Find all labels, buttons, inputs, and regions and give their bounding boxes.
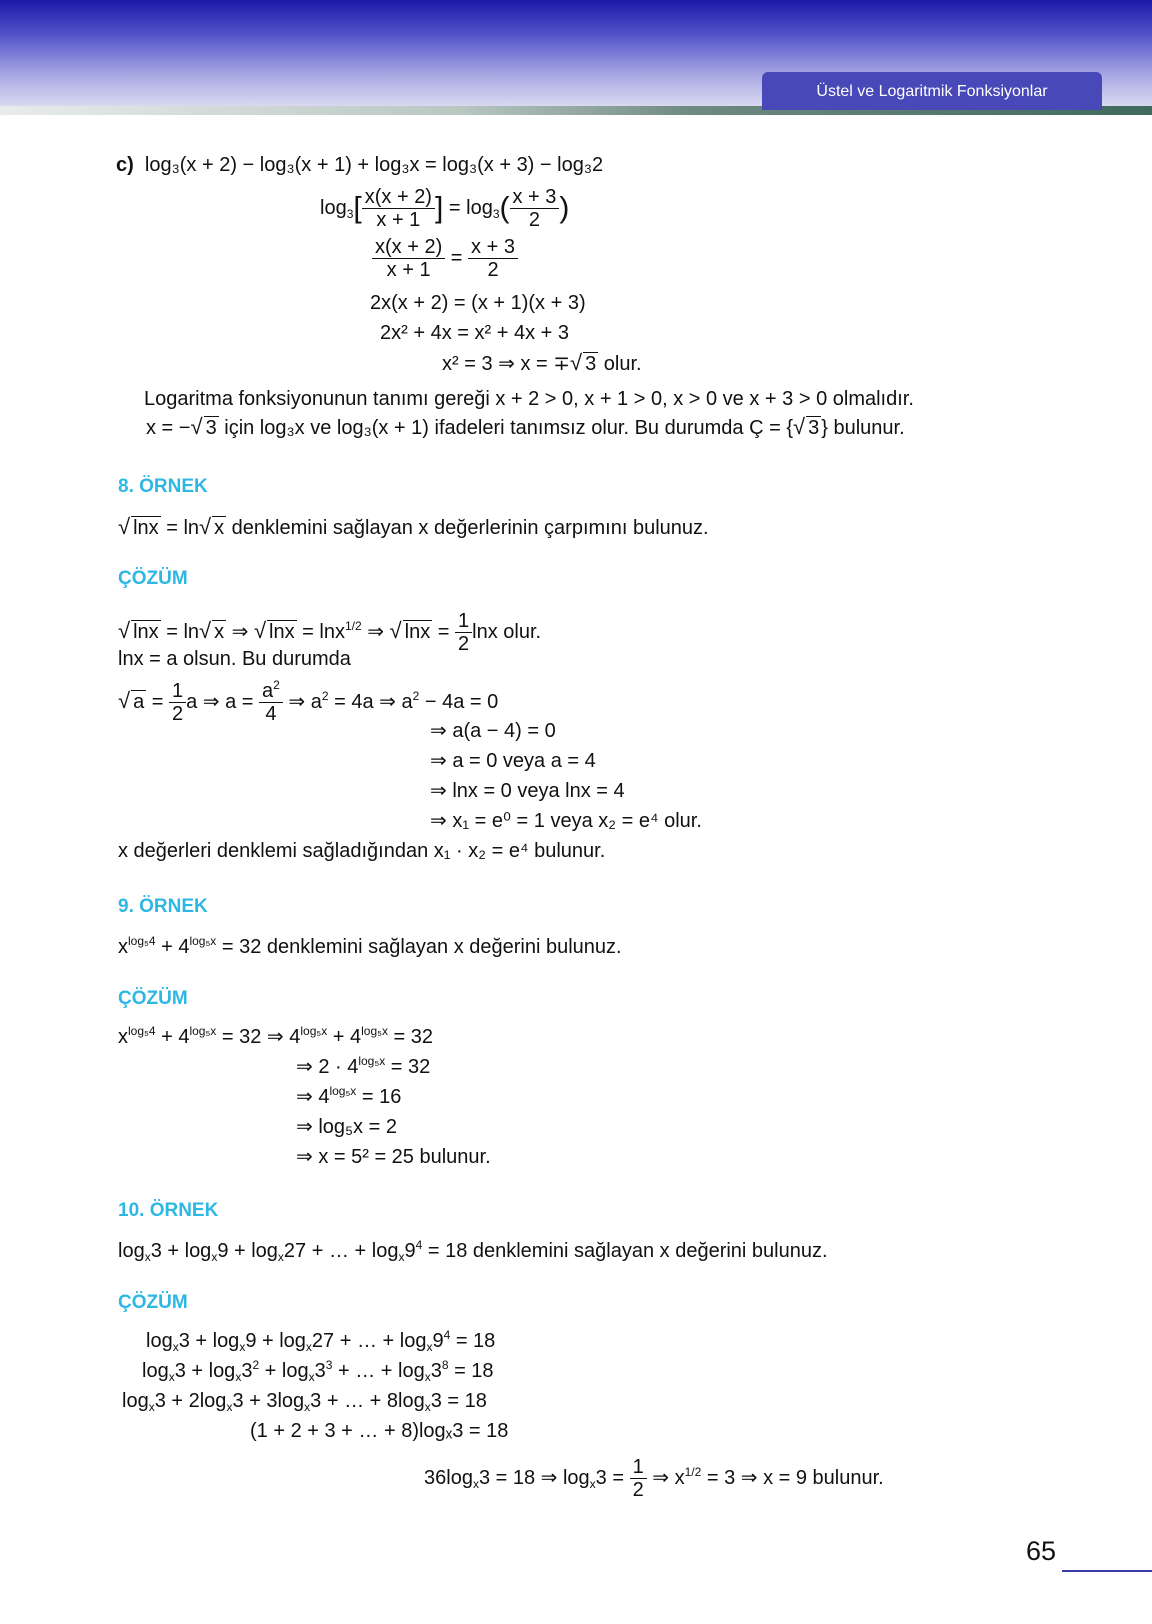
example-10-step-1: $\log_x3 + \log_x9 + \log_x27$ + … + $\log_x9^4 = 18$	[146, 1328, 496, 1354]
conclusion-note: x = −√ 3 için log₃x ve log₃(x + 1) ifadeleri tanımsız olur. Bu durumda Ç = {√ 3 } bulunur.	[146, 414, 905, 439]
example-8-step-4: ⇒ a(a − 4) = 0	[430, 720, 556, 742]
frac-numerator: x(x + 2)	[362, 186, 435, 209]
example-8-title: 8. ÖRNEK	[118, 476, 208, 497]
frac-denominator: 2	[487, 259, 499, 281]
example-9-step-1: $x^{log_54} + 4^{log_5x} = 32$ ⇒ $4^{log_5x} + 4^{log_5x} = 32$	[118, 1024, 434, 1048]
example-9-title: 9. ÖRNEK	[118, 896, 208, 917]
frac-denominator: x + 1	[376, 209, 421, 231]
example-9-step-4: ⇒ log₅x = 2	[296, 1116, 397, 1138]
part-c-line-3: $\frac{x(x + 2)}{x + 1}$ = $\frac{x + 3}{2}$	[372, 236, 518, 281]
example-9-solution-title: ÇÖZÜM	[118, 988, 188, 1009]
part-c-line-4: 2x(x + 2) = (x + 1)(x + 3)	[370, 292, 586, 314]
example-8-question: √ lnx = ln√ x denklemini sağlayan x değerlerinin çarpımını bulunuz.	[118, 514, 709, 539]
example-10-solution-title: ÇÖZÜM	[118, 1292, 188, 1313]
example-8-step-1: √ lnx = ln√ x ⇒ √ lnx = lnx$^{1/2}$ ⇒ √ lnx = $\frac{1}{2}$ lnx olur.	[118, 610, 542, 655]
example-9-step-5: ⇒ x = 5² = 25 bulunur.	[296, 1146, 491, 1168]
chapter-tab: Üstel ve Logaritmik Fonksiyonlar	[762, 72, 1102, 110]
example-8-conclusion: x değerleri denklemi sağladığından x₁ · x₂ = e⁴ bulunur.	[118, 840, 606, 862]
part-c-line-6: x² = 3 ⇒ x = ∓√ 3 olur.	[442, 350, 642, 375]
example-9-question: $x^{log_54} + 4^{log_5x} = 32$ denklemini sağlayan x değerini bulunuz.	[118, 934, 622, 958]
domain-note: Logaritma fonksiyonunun tanımı gereği x + 2 > 0, x + 1 > 0, x > 0 ve x + 3 > 0 olmalıdır.	[144, 388, 914, 410]
example-8-solution-title: ÇÖZÜM	[118, 568, 188, 589]
example-10-step-2: $\log_x3 + \log_x3^2 + \log_x3^3$ + … + $\log_x3^8 = 18$	[142, 1358, 494, 1384]
example-9-step-3: ⇒ $4^{log_5x} = 16$	[296, 1084, 402, 1108]
part-c-equation: log₃(x + 2) − log₃(x + 1) + log₃x = log₃(x + 3) − log₃2	[144, 154, 604, 176]
part-c-line-5: 2x² + 4x = x² + 4x + 3	[380, 322, 569, 344]
example-8-step-6: ⇒ lnx = 0 veya lnx = 4	[430, 780, 625, 802]
part-c-label: c)	[116, 154, 134, 176]
part-c-line-1	[116, 152, 603, 178]
example-10-question: $\log_x3 + \log_x9 + \log_x27$ + … + $\log_x9^4 = 18$ denklemini sağlayan x değerini bulunuz.	[118, 1238, 828, 1264]
example-10-step-3: $\log_x3 + 2\log_x3 + 3\log_x3$ + … + $8\log_x3 = 18$	[122, 1390, 487, 1414]
frac-denominator: x + 1	[386, 259, 431, 281]
page-number: 65	[1026, 1536, 1057, 1566]
example-8-step-5: ⇒ a = 0 veya a = 4	[430, 750, 596, 772]
page-number-underline	[1062, 1570, 1152, 1572]
frac-numerator: x + 3	[510, 186, 560, 209]
example-9-step-2: ⇒ $2 \cdot 4^{log_5x} = 32$	[296, 1054, 431, 1078]
example-8-step-2: lnx = a olsun. Bu durumda	[118, 648, 351, 670]
example-10-step-4: (1 + 2 + 3 + … + 8)logₓ3 = 18	[250, 1420, 509, 1442]
part-c-line-2: $\log_3$[ $\frac{x(x + 2)}{x + 1}$ ] = $\log_3$( $\frac{x + 3}{2}$ )	[320, 186, 570, 231]
frac-numerator: x(x + 2)	[372, 236, 445, 259]
example-8-step-3: √ a = $\frac{1}{2}$ a ⇒ a = $\frac{a^2}{4}$ ⇒ $a^2 = 4a$ ⇒ $a^2 - 4a = 0$	[118, 678, 499, 725]
example-10-step-5: $36\log_x3 = 18$ ⇒ $\log_x3$ = $\frac{1}{2}$ ⇒ $x^{1/2} = 3$ ⇒ x = 9 bulunur.	[424, 1456, 884, 1501]
frac-numerator: x + 3	[468, 236, 518, 259]
example-10-title: 10. ÖRNEK	[118, 1200, 219, 1221]
example-8-step-7: ⇒ x₁ = e⁰ = 1 veya x₂ = e⁴ olur.	[430, 810, 702, 832]
frac-denominator: 2	[528, 209, 541, 231]
